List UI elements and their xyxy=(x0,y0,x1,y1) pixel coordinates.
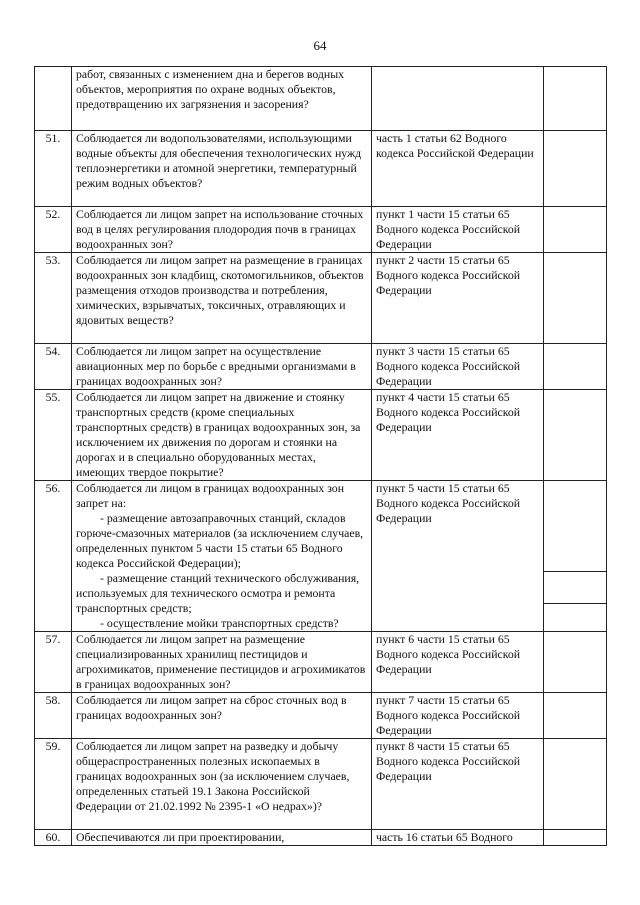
row-law-reference: пункт 7 части 15 статьи 65 Водного кодекса Российской Федерации xyxy=(372,693,544,739)
table-row xyxy=(35,344,607,390)
row-law-reference: пункт 2 части 15 статьи 65 Водного кодекса Российской Федерации xyxy=(372,253,544,344)
mark-divider xyxy=(544,603,606,604)
table-row xyxy=(35,390,607,481)
row-question: Соблюдается ли лицом запрет на размещение в границах водоохранных зон кладбищ, скотомогильников, объектов размещения отходов производства и потребления, химических, взрывчатых, токсичных, отравляющих и ядовитых веществ? xyxy=(72,253,372,344)
table-row xyxy=(35,693,607,739)
row-law-reference: часть 1 статьи 62 Водного кодекса Российской Федерации xyxy=(372,131,544,207)
row-question-bullet: - размещение автозаправочных станций, складов горюче-смазочных материалов (за исключением случаев, определенных пунктом 5 части 15 статьи 65 Водного кодекса Российской Федерации); xyxy=(76,511,364,570)
row-mark-cell xyxy=(544,67,607,131)
row-law-reference: пункт 1 части 15 статьи 65 Водного кодекса Российской Федерации xyxy=(372,207,544,253)
row-question: Соблюдается ли лицом запрет на осуществление авиационных мер по борьбе с вредными организмами в границах водоохранных зон? xyxy=(72,344,372,390)
row-number: 57. xyxy=(35,632,72,693)
row-mark-cell xyxy=(544,344,607,390)
row-question: Соблюдается ли водопользователями, использующими водные объекты для обеспечения технологических нужд теплоэнергетики и атомной энергетики, температурный режим водных объектов? xyxy=(72,131,372,207)
row-mark-cell xyxy=(544,830,607,846)
row-mark-cell xyxy=(544,131,607,207)
table-row xyxy=(35,253,607,344)
row-question-intro: Соблюдается ли лицом в границах водоохранных зон запрет на: xyxy=(76,481,345,510)
table-row xyxy=(35,207,607,253)
table-row xyxy=(35,67,607,131)
row-number: 51. xyxy=(35,131,72,207)
row-question: Соблюдается ли лицом запрет на движение и стоянку транспортных средств (кроме специальных транспортных средств) в границах водоохранных зон, за исключением их движения по дорогам и стоянки на дорогах и в специально оборудованных местах, имеющих твердое покрытие? xyxy=(72,390,372,481)
checklist-table xyxy=(34,66,607,846)
table-row xyxy=(35,830,607,846)
table-row xyxy=(35,131,607,207)
row-question: Соблюдается ли лицом запрет на использование сточных вод в целях регулирования плодородия почв в границах водоохранных зон? xyxy=(72,207,372,253)
row-mark-cell xyxy=(544,390,607,481)
row-question: Соблюдается ли лицом запрет на сброс сточных вод в границах водоохранных зон? xyxy=(72,693,372,739)
row-number: 59. xyxy=(35,739,72,830)
row-number: 53. xyxy=(35,253,72,344)
row-number: 60. xyxy=(35,830,72,846)
row-number xyxy=(35,67,72,131)
table-row xyxy=(35,481,607,632)
row-number: 55. xyxy=(35,390,72,481)
row-question: Соблюдается ли лицом запрет на размещение специализированных хранилищ пестицидов и агрохимикатов, применение пестицидов и агрохимикатов в границах водоохранных зон? xyxy=(72,632,372,693)
row-mark-cell xyxy=(544,207,607,253)
row-mark-cell xyxy=(544,481,607,632)
row-mark-cell xyxy=(544,632,607,693)
row-law-reference: пункт 6 части 15 статьи 65 Водного кодекса Российской Федерации xyxy=(372,632,544,693)
row-mark-cell xyxy=(544,739,607,830)
row-mark-cell xyxy=(544,693,607,739)
row-law-reference: пункт 4 части 15 статьи 65 Водного кодекса Российской Федерации xyxy=(372,390,544,481)
row-question: Соблюдается ли лицом запрет на разведку и добычу общераспространенных полезных ископаемых в границах водоохранных зон (за исключением случаев, определенных статьей 19.1 Закона Российской Федерации от 21.02.1992 № 2395-1 «О недрах»)? xyxy=(72,739,372,830)
row-question: Обеспечиваются ли при проектировании, xyxy=(72,830,372,846)
row-number: 58. xyxy=(35,693,72,739)
row-number: 54. xyxy=(35,344,72,390)
row-law-reference xyxy=(372,67,544,131)
row-number: 52. xyxy=(35,207,72,253)
row-question xyxy=(72,481,372,632)
row-law-reference: пункт 3 части 15 статьи 65 Водного кодекса Российской Федерации xyxy=(372,344,544,390)
table-row xyxy=(35,739,607,830)
table-row xyxy=(35,632,607,693)
row-question-bullet: - осуществление мойки транспортных средств? xyxy=(100,616,339,630)
mark-divider xyxy=(544,571,606,572)
page-number: 64 xyxy=(313,38,327,53)
row-question: работ, связанных с изменением дна и берегов водных объектов, мероприятия по охране водных объектов, предотвращению их загрязнения и засорения? xyxy=(72,67,372,131)
row-law-reference: пункт 5 части 15 статьи 65 Водного кодекса Российской Федерации xyxy=(372,481,544,632)
row-law-reference: часть 16 статьи 65 Водного xyxy=(372,830,544,846)
row-mark-cell xyxy=(544,253,607,344)
row-law-reference: пункт 8 части 15 статьи 65 Водного кодекса Российской Федерации xyxy=(372,739,544,830)
row-number: 56. xyxy=(35,481,72,632)
row-question-bullet: - размещение станций технического обслуживания, используемых для технического осмотра и ремонта транспортных средств; xyxy=(76,571,360,615)
